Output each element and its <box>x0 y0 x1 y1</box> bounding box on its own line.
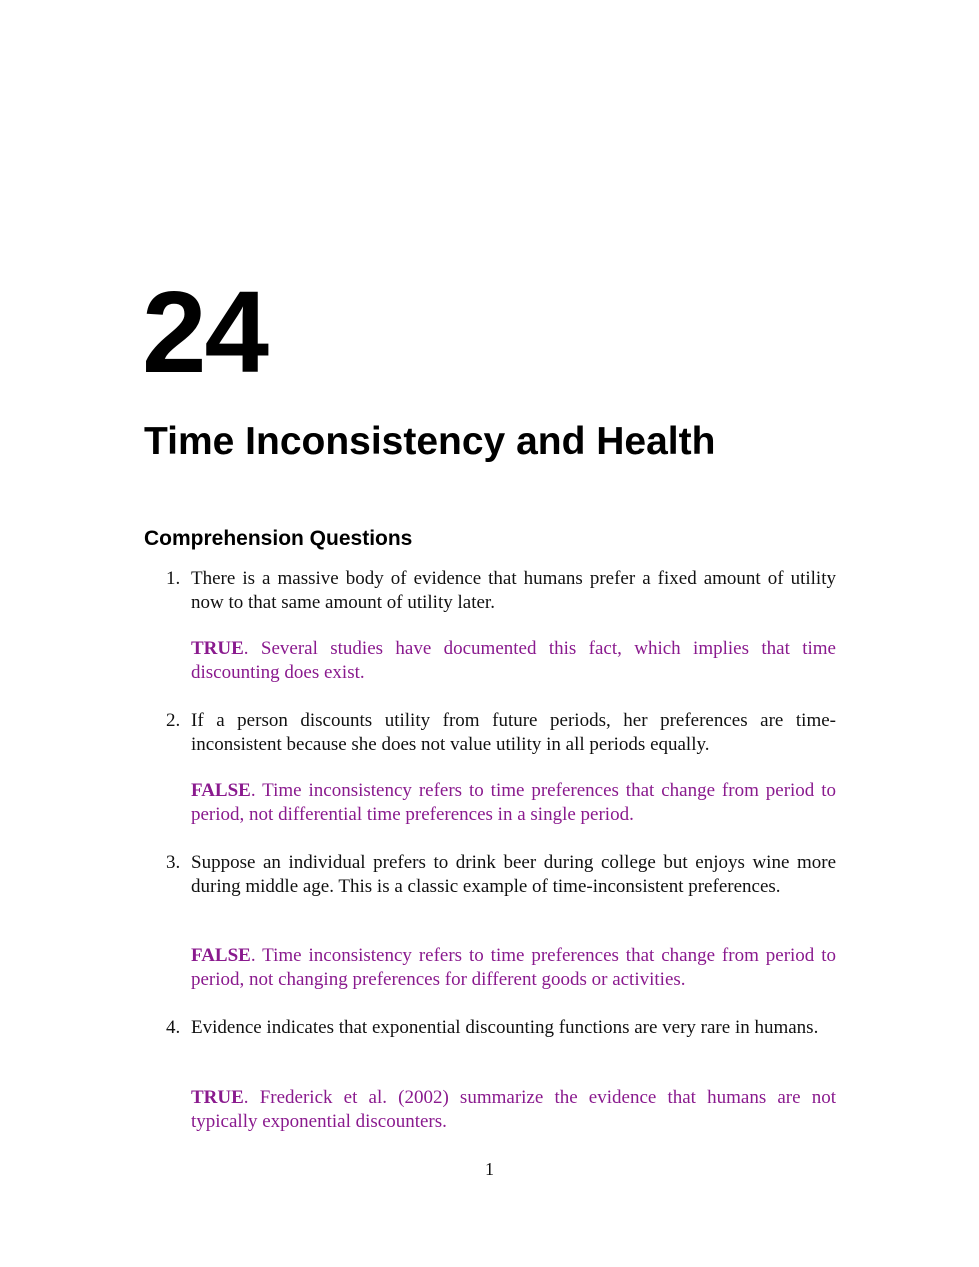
answer-text <box>191 637 836 684</box>
question-text: Suppose an individual prefers to drink beer during college but enjoys wine more during middle age. This is a classic example of time-inconsistent preferences. <box>191 852 836 897</box>
answer-verdict: TRUE <box>191 638 244 659</box>
answer-verdict: FALSE <box>191 945 251 966</box>
page-number: 1 <box>485 1159 494 1179</box>
section-heading: Comprehension Questions <box>144 527 413 550</box>
answer-explanation: . Several studies have documented this fact, which implies that time discounting does exist. <box>191 638 836 683</box>
question-number: 3. <box>166 852 181 873</box>
chapter-number: 24 <box>142 267 268 397</box>
answer-verdict: FALSE <box>191 780 251 801</box>
question-number: 2. <box>166 710 181 731</box>
question-number: 1. <box>166 568 181 589</box>
question-text: There is a massive body of evidence that humans prefer a fixed amount of utility now to that same amount of utility later. <box>191 568 836 613</box>
answer-verdict: TRUE <box>191 1087 244 1108</box>
answer-text <box>191 944 836 991</box>
answer-text <box>191 1086 836 1133</box>
question-text: Evidence indicates that exponential discounting functions are very rare in humans. <box>191 1017 819 1038</box>
answer-explanation: . Time inconsistency refers to time preferences that change from period to period, not differential time preferences in a single period. <box>191 780 836 825</box>
question-number: 4. <box>166 1017 181 1038</box>
answer-explanation: . Time inconsistency refers to time preferences that change from period to period, not changing preferences for different goods or activities. <box>191 945 836 990</box>
answer-text <box>191 779 836 826</box>
answer-explanation: . Frederick et al. (2002) summarize the evidence that humans are not typically exponential discounters. <box>191 1087 836 1132</box>
chapter-title: Time Inconsistency and Health <box>144 420 716 463</box>
question-text: If a person discounts utility from future periods, her preferences are time-inconsistent because she does not value utility in all periods equally. <box>191 710 836 755</box>
